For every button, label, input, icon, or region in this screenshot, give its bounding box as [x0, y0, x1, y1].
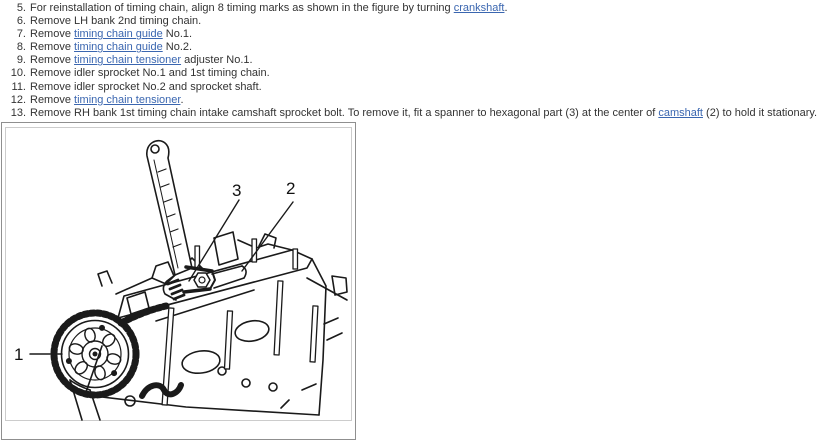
item-text: Remove timing chain guide No.1. [30, 28, 193, 41]
item-number: 6. [16, 15, 26, 28]
item-number: 5. [16, 2, 26, 14]
callout-1-label: 1 [14, 345, 24, 364]
item-text: For reinstallation of timing chain, align 8 timing marks as shown in the figure by turning crankshaft. [30, 2, 508, 14]
link-timing-chain-tensioner[interactable]: timing chain tensioner [74, 93, 181, 106]
item-number: 10. [10, 67, 26, 80]
item-number: 8. [16, 41, 26, 54]
instruction-item [0, 15, 650, 28]
link-camshaft[interactable]: camshaft [658, 106, 703, 119]
item-text: Remove timing chain tensioner adjuster No.1. [30, 54, 253, 67]
engine-diagram [6, 128, 351, 420]
link-timing-chain-guide[interactable]: timing chain guide [74, 41, 163, 54]
instruction-item [0, 94, 650, 107]
instruction-item [0, 41, 650, 54]
item-text: Remove RH bank 1st timing chain intake camshaft sprocket bolt. To remove it, fit a spanner to hexagonal part (3) at the center of camshaft (2) to hold it stationary. [30, 106, 817, 119]
callout-3-label: 3 [232, 181, 242, 200]
instruction-item [0, 81, 650, 94]
item-text: Remove timing chain guide No.2. [30, 41, 193, 54]
callout-2 [242, 179, 295, 271]
instruction-item [0, 2, 650, 15]
instruction-item [0, 54, 650, 67]
item-text: Remove timing chain tensioner. [30, 93, 184, 106]
instruction-item [0, 67, 650, 80]
callout-2-label: 2 [286, 179, 296, 198]
instruction-list [0, 0, 817, 120]
link-crankshaft[interactable]: crankshaft [453, 2, 505, 14]
figure-frame [1, 122, 356, 440]
instruction-item [0, 106, 817, 120]
item-number: 9. [16, 54, 26, 67]
item-text: Remove idler sprocket No.1 and 1st timing chain. [30, 67, 270, 80]
instruction-item [0, 28, 650, 41]
item-number: 11. [11, 80, 26, 93]
item-text: Remove idler sprocket No.2 and sprocket shaft. [30, 80, 262, 93]
figure-image [5, 127, 352, 421]
item-number: 12. [10, 93, 26, 106]
item-number: 13. [10, 106, 26, 119]
link-timing-chain-tensioner[interactable]: timing chain tensioner [74, 54, 182, 67]
item-number: 7. [16, 28, 26, 41]
item-text: Remove LH bank 2nd timing chain. [30, 15, 202, 28]
link-timing-chain-guide[interactable]: timing chain guide [74, 28, 163, 41]
